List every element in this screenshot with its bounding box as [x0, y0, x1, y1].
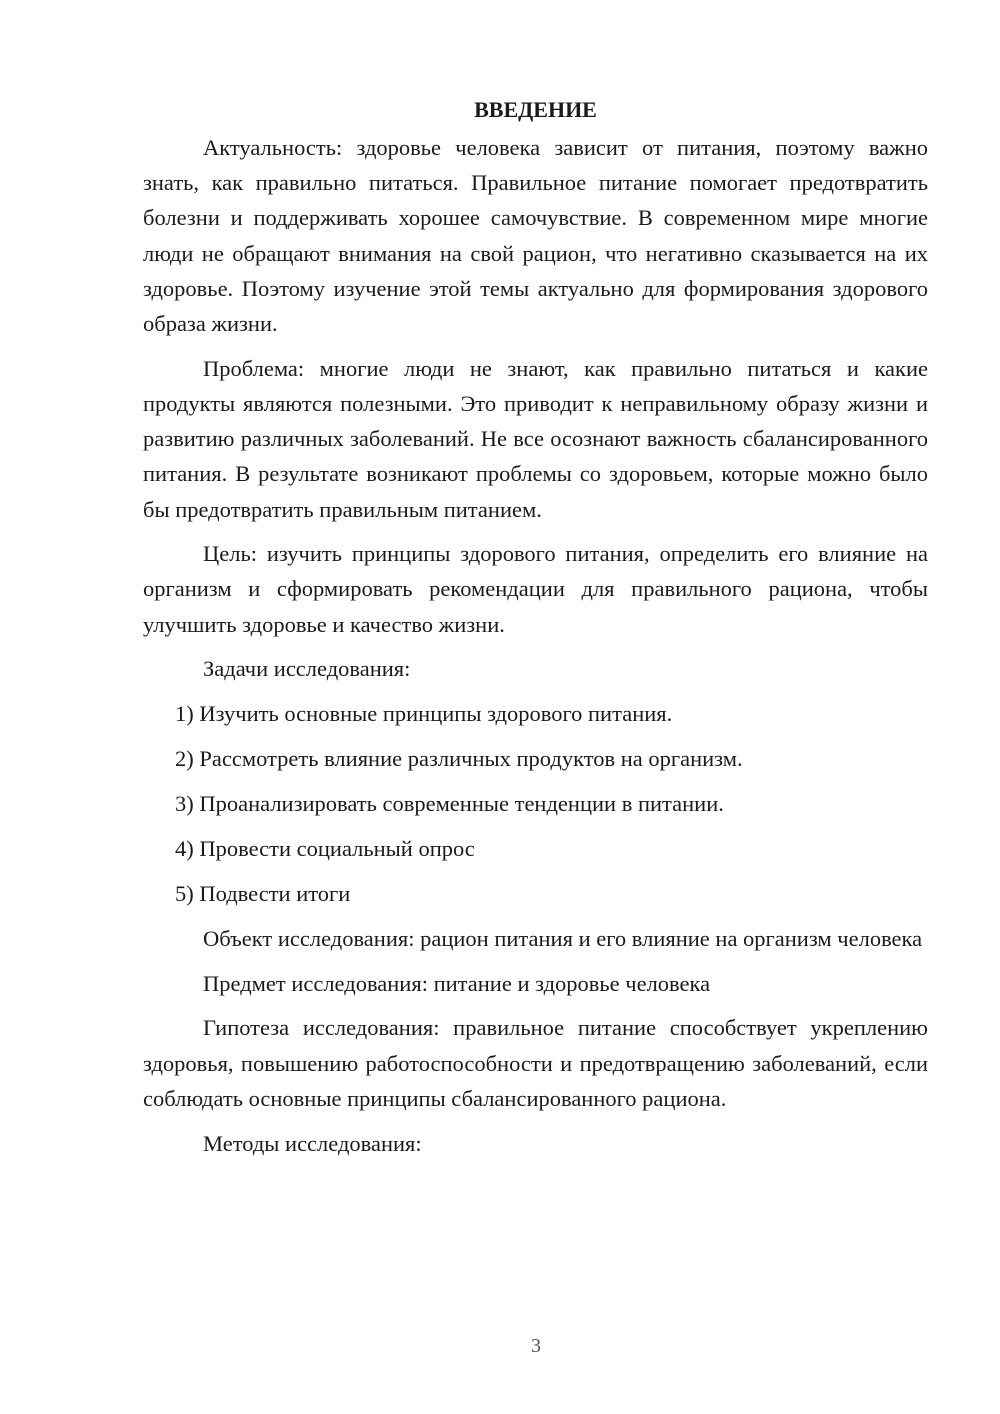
page-number: 3	[531, 1335, 541, 1357]
page-content	[143, 92, 928, 1170]
paragraph-object: Объект исследования: рацион питания и его влияние на организм человека	[203, 926, 923, 952]
paragraph-relevance: Актуальность: здоровье человека зависит от питания, поэтому важно знать, как правильно питаться. Правильное питание помогает предотвратить болезни и поддерживать хорошее самочувствие. В современном мире многие люди не обращают внимания на свой рацион, что негативно сказывается на их здоровье. Поэтому изучение этой темы актуально для формирования здорового образа жизни.	[143, 135, 928, 337]
tasks-heading: Задачи исследования:	[203, 656, 411, 682]
paragraph-subject: Предмет исследования: питание и здоровье человека	[203, 970, 711, 996]
methods-heading: Методы исследования:	[203, 1130, 422, 1156]
paragraph-goal: Цель: изучить принципы здорового питания, определить его влияние на организм и сформировать рекомендации для правильного рациона, чтобы улучшить здоровье и качество жизни.	[143, 541, 928, 637]
task-item-5: 5) Подвести итоги	[175, 881, 351, 907]
paragraph-hypothesis: Гипотеза исследования: правильное питание способствует укреплению здоровья, повышению работоспособности и предотвращению заболеваний, если соблюдать основные принципы сбалансированного рациона.	[143, 1015, 928, 1111]
task-item-4: 4) Провести социальный опрос	[175, 836, 475, 862]
tasks-list	[143, 696, 928, 911]
task-item-1: 1) Изучить основные принципы здорового питания.	[175, 701, 673, 727]
page-title: ВВЕДЕНИЕ	[474, 97, 597, 122]
task-item-3: 3) Проанализировать современные тенденции в питании.	[175, 791, 724, 817]
paragraph-problem: Проблема: многие люди не знают, как правильно питаться и какие продукты являются полезными. Это приводит к неправильному образу жизни и развитию различных заболеваний. Не все осознают важность сбалансированного питания. В результате возникают проблемы со здоровьем, которые можно было бы предотвратить правильным питанием.	[143, 355, 928, 522]
task-item-2: 2) Рассмотреть влияние различных продуктов на организм.	[175, 746, 743, 772]
